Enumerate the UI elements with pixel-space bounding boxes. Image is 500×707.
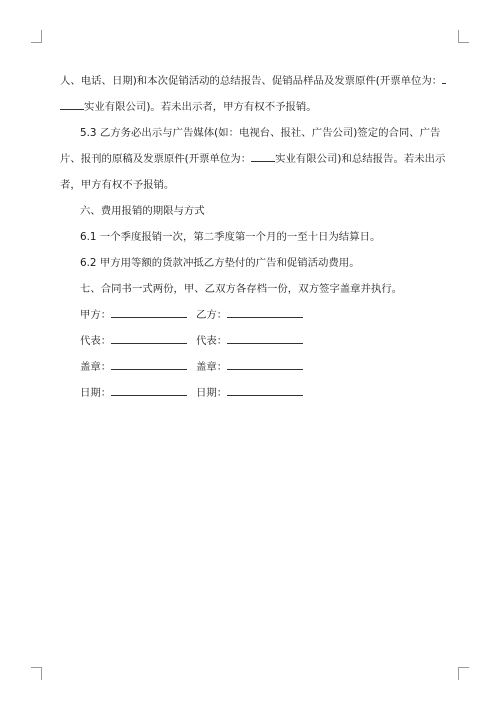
invoice-unit-blank (60, 100, 84, 110)
rep-b-field (196, 328, 312, 354)
rep-b-blank (227, 334, 303, 344)
seal-a-blank (111, 360, 187, 370)
seal-a-field (80, 354, 196, 380)
signature-row-date (60, 380, 446, 406)
signature-row-party (60, 302, 446, 328)
section-heading (60, 276, 446, 302)
party-a-field (80, 302, 196, 328)
paragraph-text: 实业有限公司)。若未出示者，甲方有权不予报销。 (84, 101, 317, 113)
paragraph-line (60, 172, 446, 198)
seal-b-field (196, 354, 312, 380)
signature-row-representative (60, 328, 446, 354)
party-b-label: 乙方： (196, 309, 228, 321)
date-a-blank (111, 386, 187, 396)
date-b-label: 日期： (196, 387, 228, 399)
rep-b-label: 代表： (196, 335, 228, 347)
document-page (60, 68, 446, 406)
crop-mark-bottom-left (31, 667, 42, 680)
clause-5-3-text: 5.3 乙方务必出示与广告媒体(如：电视台、报社、广告公司)签定的合同、广告 (80, 127, 441, 139)
clause-6-1-text: 6.1 一个季度报销一次，第二季度第一个月的一至十日为结算日。 (80, 231, 381, 243)
date-b-field (196, 380, 312, 406)
section-seven-text: 七、合同书一式两份，甲、乙双方各存档一份，双方签字盖章并执行。 (80, 283, 403, 295)
date-b-blank (227, 386, 303, 396)
paragraph-text: 者，甲方有权不予报销。 (60, 179, 175, 191)
crop-mark-top-left (31, 30, 42, 43)
invoice-unit-blank (251, 152, 275, 162)
party-a-blank (111, 308, 187, 318)
clause-6-2-text: 6.2 甲方用等额的货款冲抵乙方垫付的广告和促销活动费用。 (80, 257, 360, 269)
seal-b-blank (227, 360, 303, 370)
date-a-field (80, 380, 196, 406)
paragraph-line (60, 224, 446, 250)
paragraph-line (60, 68, 446, 94)
rep-a-label: 代表： (80, 335, 112, 347)
paragraph-line (60, 120, 446, 146)
paragraph-line (60, 146, 446, 172)
party-b-field (196, 302, 312, 328)
crop-mark-bottom-right (458, 667, 469, 680)
seal-a-label: 盖章： (80, 361, 112, 373)
party-b-blank (227, 308, 303, 318)
rep-a-blank (111, 334, 187, 344)
invoice-unit-blank (442, 74, 446, 84)
paragraph-text: 实业有限公司)和总结报告。若未出示 (275, 153, 446, 165)
rep-a-field (80, 328, 196, 354)
section-heading (60, 198, 446, 224)
paragraph-line (60, 94, 446, 120)
paragraph-text: 片、报刊的原稿及发票原件(开票单位为： (60, 153, 252, 165)
section-six-heading: 六、费用报销的期限与方式 (80, 205, 205, 217)
crop-mark-top-right (458, 30, 469, 43)
seal-b-label: 盖章： (196, 361, 228, 373)
paragraph-text: 人、电话、日期)和本次促销活动的总结报告、促销品样品及发票原件(开票单位为： (60, 75, 443, 87)
paragraph-line (60, 250, 446, 276)
date-a-label: 日期： (80, 387, 112, 399)
signature-row-seal (60, 354, 446, 380)
party-a-label: 甲方： (80, 309, 112, 321)
